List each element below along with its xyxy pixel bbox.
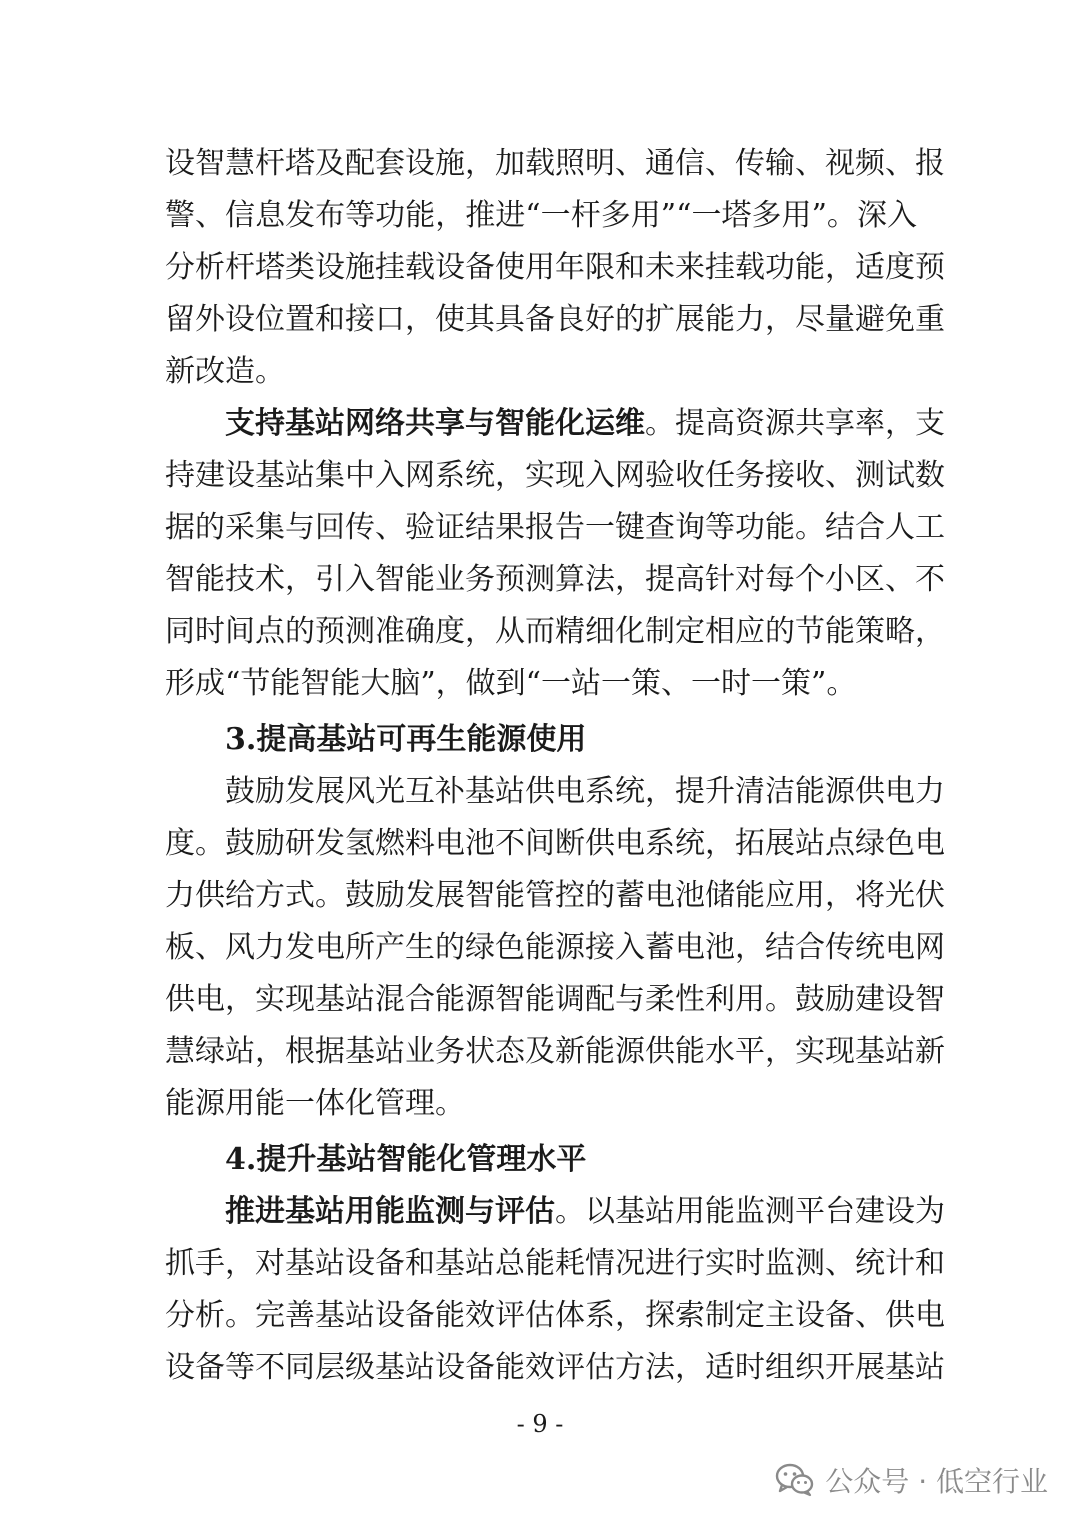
paragraph-line: 设智慧杆塔及配套设施，加载照明、通信、传输、视频、报 xyxy=(165,146,945,181)
paragraph-line: 留外设位置和接口，使其具备良好的扩展能力，尽量避免重 xyxy=(165,302,945,337)
paragraph-lead-line xyxy=(225,1189,945,1235)
paragraph-line: 力供给方式。鼓励发展智能管控的蓄电池储能应用，将光伏 xyxy=(165,878,945,913)
paragraph-line: 分析杆塔类设施挂载设备使用年限和未来挂载功能，适度预 xyxy=(165,250,945,285)
paragraph-line: 智能技术，引入智能业务预测算法，提高针对每个小区、不 xyxy=(165,562,945,597)
paragraph-line: 能源用能一体化管理。 xyxy=(165,1086,465,1121)
paragraph-line: 度。鼓励研发氢燃料电池不间断供电系统，拓展站点绿色电 xyxy=(165,826,945,861)
paragraph-line: 分析。完善基站设备能效评估体系，探索制定主设备、供电 xyxy=(165,1298,945,1333)
section-heading: 4.提升基站智能化管理水平 xyxy=(225,1142,587,1177)
paragraph-lead-bold: 推进基站用能监测与评估 xyxy=(225,1194,555,1229)
paragraph-line: 设备等不同层级基站设备能效评估方法，适时组织开展基站 xyxy=(165,1350,945,1385)
section-heading: 3.提高基站可再生能源使用 xyxy=(225,722,587,757)
paragraph-line: 持建设基站集中入网系统，实现入网验收任务接收、测试数 xyxy=(165,458,945,493)
page-number: - 9 - xyxy=(516,1410,564,1438)
paragraph-lead-bold: 支持基站网络共享与智能化运维 xyxy=(225,406,645,441)
watermark-text: 公众号 · 低空行业 xyxy=(825,1465,1048,1498)
paragraph-line: 板、风力发电所产生的绿色能源接入蓄电池，结合传统电网 xyxy=(165,930,945,965)
paragraph-line: 抓手，对基站设备和基站总能耗情况进行实时监测、统计和 xyxy=(165,1246,945,1281)
paragraph-line: 鼓励发展风光互补基站供电系统，提升清洁能源供电力 xyxy=(225,774,945,809)
paragraph-line: 形成“节能智能大脑”，做到“一站一策、一时一策”。 xyxy=(165,666,857,701)
paragraph-line: 同时间点的预测准确度，从而精细化制定相应的节能策略， xyxy=(165,614,945,649)
paragraph-line: 慧绿站，根据基站业务状态及新能源供能水平，实现基站新 xyxy=(165,1034,945,1069)
watermark xyxy=(775,1458,1048,1502)
paragraph-line: 据的采集与回传、验证结果报告一键查询等功能。结合人工 xyxy=(165,510,945,545)
wechat-icon xyxy=(775,1463,815,1497)
paragraph-lead-line xyxy=(225,401,945,447)
paragraph-line: 供电，实现基站混合能源智能调配与柔性利用。鼓励建设智 xyxy=(165,982,945,1017)
paragraph-lead-text: 。提高资源共享率，支 xyxy=(645,406,945,441)
paragraph-lead-text: 。以基站用能监测平台建设为 xyxy=(555,1194,945,1229)
paragraph-line: 新改造。 xyxy=(165,354,285,389)
paragraph-line: 警、信息发布等功能，推进“一杆多用”“一塔多用”。深入 xyxy=(165,198,917,233)
